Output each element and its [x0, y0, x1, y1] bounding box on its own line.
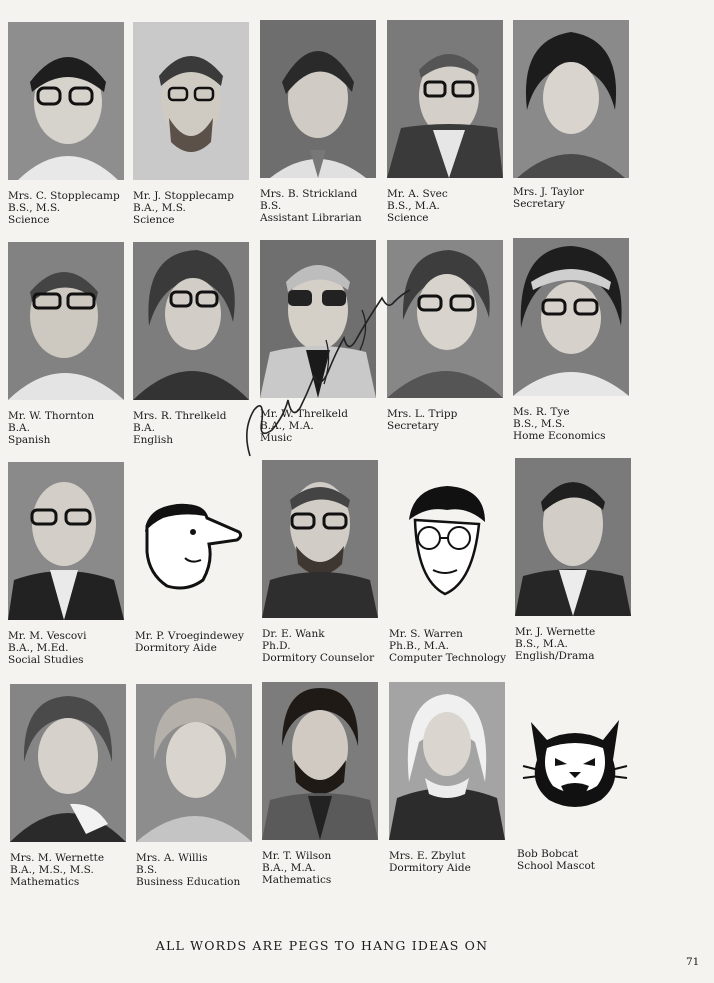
staff-caption	[387, 408, 517, 432]
staff-role: Science	[387, 212, 429, 224]
staff-degree: B.S., M.A.	[515, 638, 568, 650]
staff-role: Science	[8, 214, 50, 226]
staff-degree: Dormitory Aide	[135, 642, 217, 654]
staff-role: Home Economics	[513, 430, 606, 442]
bobcat-mascot-icon	[517, 700, 633, 858]
staff-role: Computer Technology	[389, 652, 507, 664]
staff-name: Mr. J. Stopplecamp	[133, 190, 234, 202]
portrait-photo	[136, 684, 252, 842]
staff-caption	[133, 410, 263, 446]
staff-caption	[133, 190, 263, 226]
staff-name: Mr. T. Wilson	[262, 850, 332, 862]
staff-role: Mathematics	[262, 874, 332, 886]
staff-name: Mr. J. Wernette	[515, 626, 596, 638]
portrait-photo	[8, 22, 124, 180]
cartoon-drawing	[133, 462, 249, 620]
staff-name: Mr. W. Threlkeld	[260, 408, 348, 420]
staff-caption	[136, 852, 266, 888]
staff-name: Mrs. R. Threlkeld	[133, 410, 227, 422]
staff-caption	[10, 852, 140, 888]
staff-name: Mrs. M. Wernette	[10, 852, 105, 864]
staff-degree: B.A., M.A.	[262, 862, 316, 874]
staff-caption	[262, 850, 392, 886]
staff-degree: B.S., M.S.	[513, 418, 566, 430]
portrait-photo	[262, 682, 378, 840]
staff-name: Bob Bobcat	[517, 848, 579, 860]
staff-name: Mr. S. Warren	[389, 628, 463, 640]
staff-caption	[260, 408, 390, 444]
staff-caption	[389, 850, 519, 874]
portrait-photo	[515, 458, 631, 616]
staff-degree: B.S.	[260, 200, 282, 212]
portrait-photo	[133, 242, 249, 400]
staff-name: Mrs. J. Taylor	[513, 186, 584, 198]
staff-name: Mr. A. Svec	[387, 188, 448, 200]
staff-degree: B.A., M.A.	[260, 420, 314, 432]
staff-name: Mrs. B. Strickland	[260, 188, 358, 200]
staff-degree: B.S., M.S.	[8, 202, 61, 214]
portrait-photo	[262, 460, 378, 618]
portrait-photo	[260, 20, 376, 178]
staff-caption	[513, 186, 643, 210]
staff-degree: B.A., M.Ed.	[8, 642, 69, 654]
staff-caption	[517, 848, 647, 872]
staff-degree: Secretary	[387, 420, 439, 432]
staff-degree: B.S., M.A.	[387, 200, 440, 212]
portrait-photo	[8, 462, 124, 620]
staff-role: English/Drama	[515, 650, 595, 662]
staff-name: Mrs. C. Stopplecamp	[8, 190, 120, 202]
staff-caption	[389, 628, 519, 664]
staff-degree: Ph.D.	[262, 640, 291, 652]
staff-name: Mrs. E. Zbylut	[389, 850, 466, 862]
staff-role: Dormitory Counselor	[262, 652, 375, 664]
staff-role: Music	[260, 432, 293, 444]
staff-name: Ms. R. Tye	[513, 406, 570, 418]
portrait-photo	[389, 682, 505, 840]
staff-role: Mathematics	[10, 876, 80, 888]
staff-degree: B.A., M.S., M.S.	[10, 864, 94, 876]
staff-degree: Ph.B., M.A.	[389, 640, 449, 652]
page-motto: ALL WORDS ARE PEGS TO HANG IDEAS ON	[155, 938, 489, 953]
staff-role: Assistant Librarian	[260, 212, 362, 224]
staff-degree: Secretary	[513, 198, 565, 210]
staff-degree: B.S.	[136, 864, 158, 876]
staff-name: Mrs. L. Tripp	[387, 408, 458, 420]
portrait-photo	[10, 684, 126, 842]
staff-caption	[515, 626, 645, 662]
staff-degree: B.A.	[8, 422, 30, 434]
staff-name: Dr. E. Wank	[262, 628, 325, 640]
portrait-photo	[133, 22, 249, 180]
staff-role: English	[133, 434, 174, 446]
staff-caption	[387, 188, 517, 224]
staff-caption	[8, 630, 138, 666]
portrait-photo	[513, 20, 629, 178]
staff-caption	[8, 190, 138, 226]
staff-degree: School Mascot	[517, 860, 595, 872]
staff-role: Social Studies	[8, 654, 84, 666]
staff-degree: B.A., M.S.	[133, 202, 186, 214]
staff-role: Business Education	[136, 876, 241, 888]
staff-role: Spanish	[8, 434, 51, 446]
portrait-photo	[387, 240, 503, 398]
staff-caption	[8, 410, 138, 446]
staff-name: Mr. P. Vroegindewey	[135, 630, 244, 642]
staff-caption	[262, 628, 392, 664]
portrait-photo	[8, 242, 124, 400]
staff-caption	[513, 406, 643, 442]
staff-name: Mr. M. Vescovi	[8, 630, 87, 642]
staff-caption	[135, 630, 265, 654]
staff-caption	[260, 188, 390, 224]
staff-name: Mrs. A. Willis	[136, 852, 208, 864]
staff-role: Science	[133, 214, 175, 226]
staff-degree: B.A.	[133, 422, 155, 434]
cartoon-drawing	[387, 460, 503, 618]
portrait-photo	[260, 240, 376, 398]
staff-name: Mr. W. Thornton	[8, 410, 95, 422]
portrait-photo	[387, 20, 503, 178]
portrait-photo	[513, 238, 629, 396]
page-number: 71	[686, 956, 700, 968]
staff-degree: Dormitory Aide	[389, 862, 471, 874]
